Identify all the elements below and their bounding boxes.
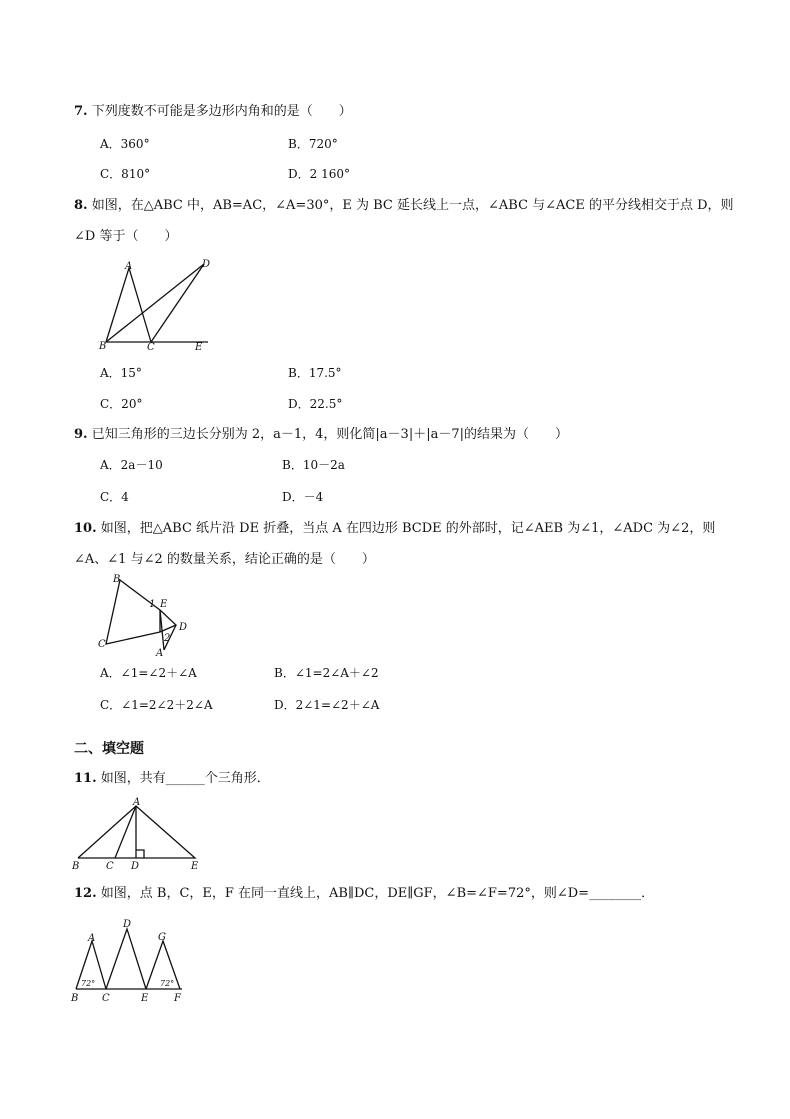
q11-label-b: B <box>72 861 80 872</box>
q11-label-e: E <box>191 861 199 872</box>
q12-label-e: E <box>141 993 149 1004</box>
q12-stem <box>74 886 654 902</box>
q8-figure <box>96 256 226 356</box>
q11-segment-ac <box>115 806 136 858</box>
q8-triangle-abc <box>106 268 151 342</box>
q10-label-b: B <box>113 574 121 585</box>
q8-option-c: C．20° <box>100 397 143 411</box>
q12-label-b: B <box>71 993 79 1004</box>
q8-label-b: B <box>99 341 107 352</box>
q10-option-d: D．2∠1=∠2＋∠A <box>274 698 380 712</box>
q10-label-d: D <box>179 622 188 633</box>
q11-label-a: A <box>133 797 141 808</box>
q8-label-a: A <box>125 261 133 272</box>
q12-label-g: G <box>158 932 166 943</box>
q8-option-d: D．22.5° <box>288 397 343 411</box>
q10-number: 10. <box>74 521 97 536</box>
q10-quad-bcde <box>106 580 160 644</box>
q8-label-e: E <box>195 342 203 353</box>
q10-label-angle-2: 2 <box>164 633 171 644</box>
q9-option-a: A．2a－10 <box>100 458 163 472</box>
q7-option-b: B．720° <box>288 137 338 151</box>
q11-figure <box>70 796 210 871</box>
q7-text: 下列度数不可能是多边形内角和的是（ ） <box>91 104 352 119</box>
q10-text-line2: ∠A、∠1 与∠2 的数量关系，结论正确的是（ ） <box>74 552 375 567</box>
q7-stem <box>74 104 352 120</box>
q11-number: 11. <box>74 771 97 786</box>
q12-label-angle-f: 72° <box>160 979 175 988</box>
q8-option-a: A．15° <box>100 366 142 380</box>
q12-figure <box>70 913 200 1003</box>
q12-number: 12. <box>74 886 97 901</box>
q7-option-d: D．2 160° <box>288 167 350 181</box>
q9-option-c: C．4 <box>100 490 129 504</box>
q10-option-a: A．∠1=∠2＋∠A <box>100 666 197 680</box>
q8-stem-line1 <box>74 198 734 214</box>
q12-triangle-cde <box>106 929 146 989</box>
q9-option-b: B．10－2a <box>282 458 345 472</box>
q9-number: 9. <box>74 427 88 442</box>
q10-text-line1: 如图，把△ABC 纸片沿 DE 折叠，当点 A 在四边形 BCDE 的外部时，记∠AEB 为∠1，∠ADC 为∠2，则 <box>100 521 716 536</box>
section-title-fill-in: 二、填空题 <box>74 741 144 757</box>
q11-text: 如图，共有______个三角形． <box>100 771 270 786</box>
q10-label-a: A <box>156 648 164 659</box>
q11-stem <box>74 771 270 787</box>
q11-right-angle-mark <box>136 850 144 858</box>
q10-figure <box>96 572 196 657</box>
q12-label-a: A <box>88 933 96 944</box>
q10-label-e: E <box>160 599 168 610</box>
q12-label-c: C <box>102 993 110 1004</box>
q12-label-f: F <box>174 993 181 1004</box>
q8-text-line1: 如图，在△ABC 中，AB=AC，∠A=30°，E 为 BC 延长线上一点，∠ABC 与∠ACE 的平分线相交于点 D，则 <box>91 198 734 213</box>
q10-option-c: C．∠1=2∠2＋2∠A <box>100 698 213 712</box>
q12-text: 如图，点 B，C，E，F 在同一直线上，AB∥DC，DE∥GF，∠B=∠F=72°，则∠D=________． <box>100 886 655 901</box>
q12-label-d: D <box>123 919 132 930</box>
q9-stem <box>74 427 568 443</box>
q11-label-c: C <box>106 861 114 872</box>
q10-stem-line1 <box>74 521 715 537</box>
q9-option-d: D．－4 <box>282 490 324 504</box>
q10-label-c: C <box>98 639 106 650</box>
q7-number: 7. <box>74 104 88 119</box>
q10-label-angle-1: 1 <box>149 599 156 610</box>
q9-text: 已知三角形的三边长分别为 2，a－1，4，则化简|a－3|＋|a－7|的结果为（ ） <box>91 427 568 442</box>
q10-option-b: B．∠1=2∠A＋∠2 <box>274 666 379 680</box>
q11-label-d: D <box>131 861 140 872</box>
q7-option-c: C．810° <box>100 167 151 181</box>
q8-number: 8. <box>74 198 88 213</box>
q8-bisector-bd <box>106 264 204 342</box>
q8-label-c: C <box>147 342 155 353</box>
q7-option-a: A．360° <box>100 137 150 151</box>
q8-text-line2: ∠D 等于（ ） <box>74 229 178 244</box>
q8-bisector-cd <box>151 264 204 342</box>
q8-option-b: B．17.5° <box>288 366 342 380</box>
q8-label-d: D <box>202 259 211 270</box>
q12-label-angle-b: 72° <box>81 979 96 988</box>
